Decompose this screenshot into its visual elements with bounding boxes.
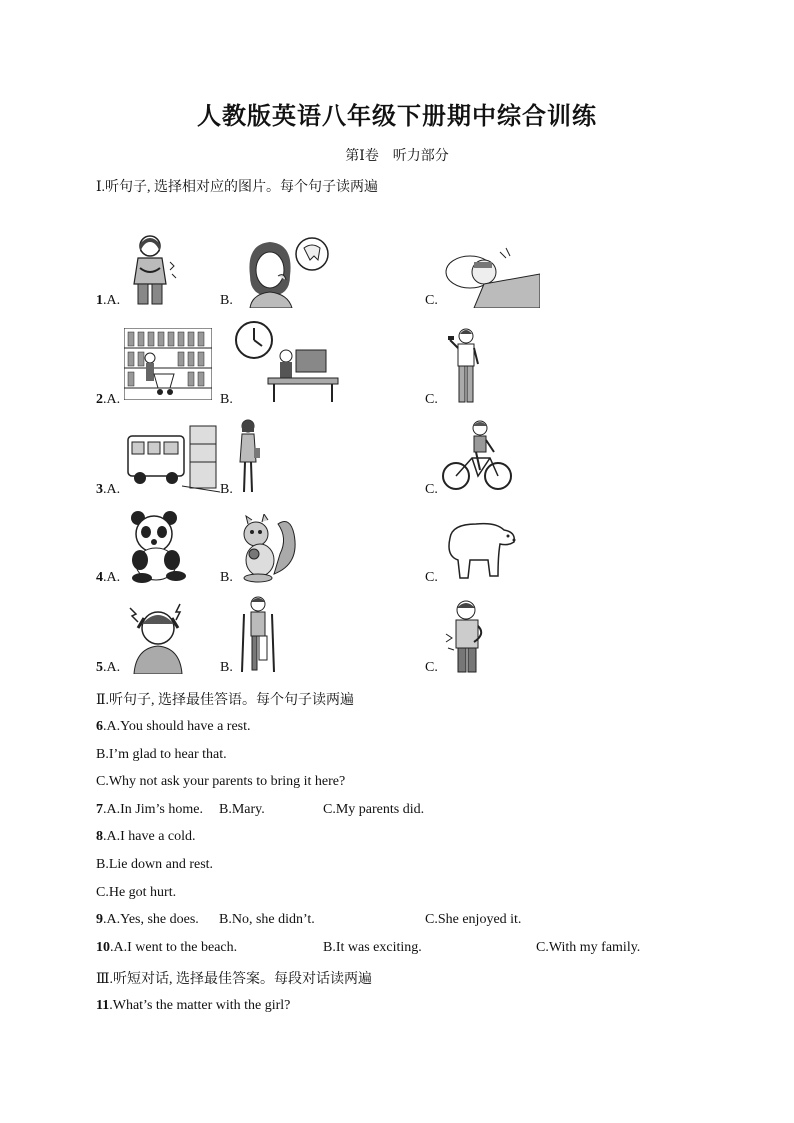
toothache-girl-picture bbox=[236, 236, 332, 308]
question-8-option-c: C.He got hurt. bbox=[96, 885, 177, 900]
question-10-option-b: B.It was exciting. bbox=[323, 940, 422, 955]
question-6-option-a: 6.A.You should have a rest. bbox=[96, 719, 251, 734]
standing-woman-picture bbox=[234, 418, 262, 494]
question-1-option-c-label: C. bbox=[425, 293, 438, 308]
clock-computer-desk-picture bbox=[234, 320, 346, 404]
page-title: 人教版英语八年级下册期中综合训练 bbox=[197, 101, 597, 130]
question-10-option-c: C.With my family. bbox=[536, 940, 641, 955]
question-7-option-c: C.My parents did. bbox=[323, 802, 425, 817]
question-3-option-c-label: C. bbox=[425, 482, 438, 497]
question-8-option-b: B.Lie down and rest. bbox=[96, 857, 214, 872]
question-9-option-a: 9.A.Yes, she does. bbox=[96, 912, 199, 927]
question-5-option-c-label: C. bbox=[425, 660, 438, 675]
question-4-option-c-label: C. bbox=[425, 570, 438, 585]
question-8-option-a: 8.A.I have a cold. bbox=[96, 829, 196, 844]
exercising-boy-picture bbox=[448, 326, 484, 406]
polar-bear-picture bbox=[442, 516, 518, 584]
question-6-option-c: C.Why not ask your parents to bring it here? bbox=[96, 774, 346, 789]
question-2-option-c-label: C. bbox=[425, 392, 438, 407]
question-3-option-a-label: 3.A. bbox=[96, 482, 121, 497]
section-1-heading: Ⅰ.听句子, 选择相对应的图片。每个句子读两遍 bbox=[96, 180, 379, 195]
bus-stop-picture bbox=[124, 422, 220, 494]
crutches-boy-picture bbox=[238, 594, 278, 674]
cycling-girl-picture bbox=[442, 418, 514, 494]
question-1-option-b-label: B. bbox=[220, 293, 233, 308]
question-5-option-b-label: B. bbox=[220, 660, 233, 675]
question-9-option-c: C.She enjoyed it. bbox=[425, 912, 522, 927]
question-6-option-b: B.I’m glad to hear that. bbox=[96, 747, 227, 762]
question-9-option-b: B.No, she didn’t. bbox=[219, 912, 315, 927]
headache-boy-picture bbox=[124, 598, 192, 674]
question-1-option-a-label: 1.A. bbox=[96, 293, 121, 308]
question-2-option-b-label: B. bbox=[220, 392, 233, 407]
question-7-option-b: B.Mary. bbox=[219, 802, 265, 817]
panda-picture bbox=[124, 510, 190, 584]
question-11-text: 11.What’s the matter with the girl? bbox=[96, 998, 291, 1013]
question-10-option-a: 10.A.I went to the beach. bbox=[96, 940, 238, 955]
paper-subtitle: 第Ⅰ卷 听力部分 bbox=[345, 149, 449, 164]
question-2-option-a-label: 2.A. bbox=[96, 392, 121, 407]
section-2-heading: Ⅱ.听句子, 选择最佳答语。每个句子读两遍 bbox=[96, 693, 355, 708]
sore-back-boy-picture bbox=[444, 598, 492, 674]
question-4-option-b-label: B. bbox=[220, 570, 233, 585]
supermarket-shopping-picture bbox=[124, 328, 212, 400]
section-3-heading: Ⅲ.听短对话, 选择最佳答案。每段对话读两遍 bbox=[96, 972, 372, 987]
question-5-option-a-label: 5.A. bbox=[96, 660, 121, 675]
squirrel-picture bbox=[234, 514, 302, 584]
question-3-option-b-label: B. bbox=[220, 482, 233, 497]
fever-in-bed-picture bbox=[444, 244, 540, 308]
question-7-option-a: 7.A.In Jim’s home. bbox=[96, 802, 203, 817]
question-4-option-a-label: 4.A. bbox=[96, 570, 121, 585]
stomachache-girl-picture bbox=[120, 232, 180, 308]
